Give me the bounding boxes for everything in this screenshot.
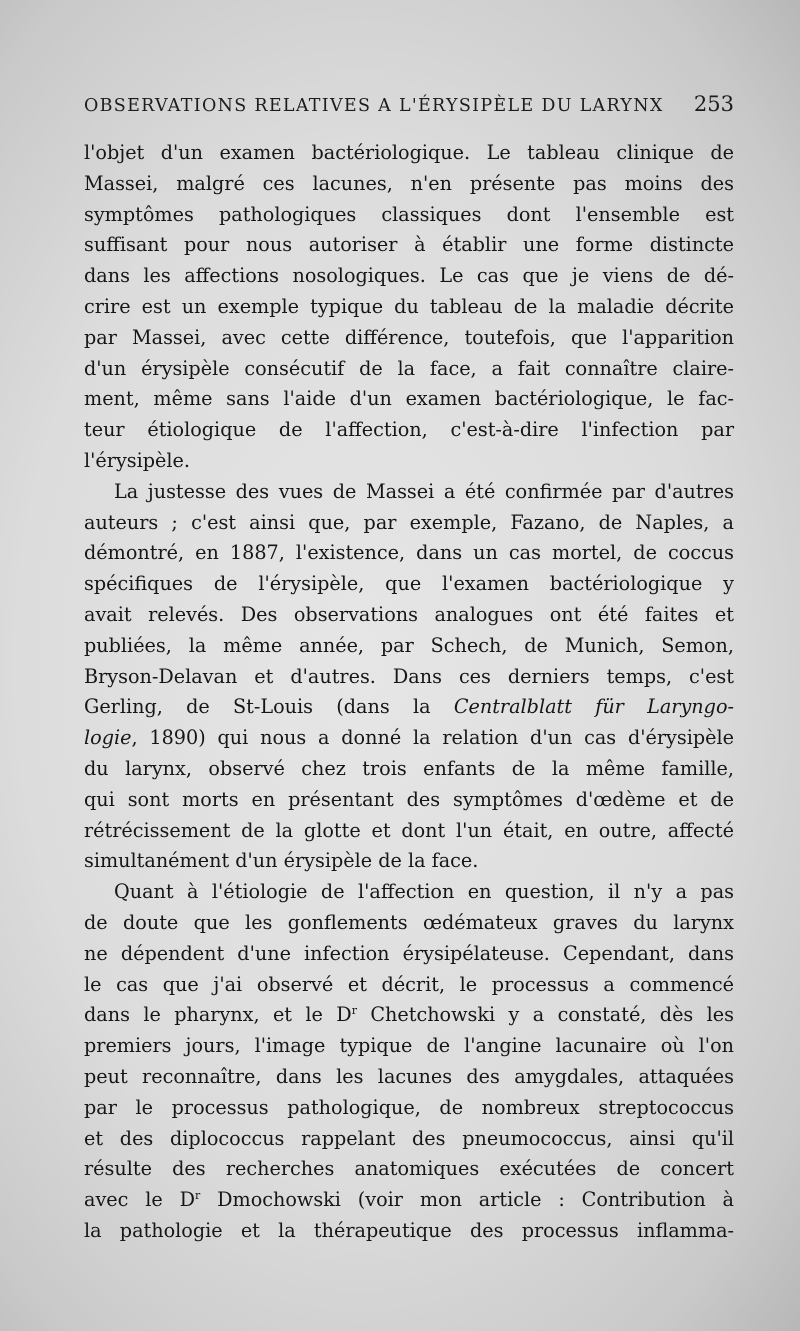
text-segment: spécifiques de l'érysipèle, que l'examen bactériologique y (84, 572, 734, 596)
text-line (84, 1000, 734, 1031)
text-segment: ne dépendent d'une infection érysipélateuse. Cependant, dans (84, 941, 734, 965)
text-segment: Dmochowski (voir mon article : Contribution à (200, 1188, 734, 1212)
page-number: 253 (693, 92, 734, 116)
text-line (84, 261, 734, 292)
text-line (84, 1185, 734, 1216)
text-line (84, 723, 734, 754)
text-segment: Massei, malgré ces lacunes, n'en présente pas moins des (84, 171, 734, 195)
text-segment: ment, même sans l'aide d'un examen bactériologique, le fac- (84, 387, 734, 411)
text-segment: l'érysipèle. (84, 448, 190, 472)
text-segment: auteurs ; c'est ainsi que, par exemple, Fazano, de Naples, a (84, 510, 734, 534)
text-line (84, 1031, 734, 1062)
superscript: r (351, 1004, 357, 1018)
text-line (84, 446, 734, 477)
running-title: OBSERVATIONS RELATIVES A L'ÉRYSIPÈLE DU LARYNX (84, 96, 664, 116)
text-segment: peut reconnaître, dans les lacunes des amygdales, attaquées (84, 1064, 734, 1088)
text-segment: dans le pharynx, et le D (84, 1003, 352, 1027)
text-line (84, 816, 734, 847)
text-segment: dans les affections nosologiques. Le cas que je viens de dé- (84, 264, 734, 288)
superscript: r (194, 1189, 201, 1203)
italic-text: Centralblatt für Laryngo- (453, 695, 734, 719)
italic-text: logie (84, 726, 132, 750)
text-segment: du larynx, observé chez trois enfants de la même famille, (84, 756, 734, 780)
text-line (84, 569, 734, 600)
text-line (84, 970, 734, 1001)
text-segment: qui sont morts en présentant des symptômes d'œdème et de (84, 787, 734, 811)
text-segment: teur étiologique de l'affection, c'est-à-dire l'infection par (84, 418, 734, 442)
text-line (84, 1062, 734, 1093)
text-line (84, 754, 734, 785)
text-segment: d'un érysipèle consécutif de la face, a fait connaître claire- (84, 356, 734, 380)
text-segment: l'objet d'un examen bactériologique. Le tableau clinique de (84, 141, 734, 164)
text-line (84, 1154, 734, 1185)
text-segment: par le processus pathologique, de nombreux streptococcus (84, 1095, 734, 1119)
text-line (84, 1216, 734, 1247)
text-segment: avait relevés. Des observations analogues ont été faites et (84, 602, 734, 626)
text-segment: Chetchowski y a constaté, dès les (356, 1003, 734, 1027)
text-line (84, 662, 734, 693)
text-line (84, 292, 734, 323)
text-segment: avec le D (84, 1188, 195, 1212)
text-line (84, 415, 734, 446)
text-segment: La justesse des vues de Massei a été confirmée par d'autres (114, 479, 734, 503)
text-segment: , 1890) qui nous a donné la relation d'un cas d'érysipèle (131, 726, 734, 750)
text-segment: et des diplococcus rappelant des pneumococcus, ainsi qu'il (84, 1126, 734, 1150)
text-segment: premiers jours, l'image typique de l'angine lacunaire où l'on (84, 1034, 734, 1058)
text-segment: publiées, la même année, par Schech, de Munich, Semon, (84, 633, 734, 657)
page-header (84, 92, 734, 122)
text-line (84, 138, 734, 169)
text-line (84, 354, 734, 385)
text-segment: crire est un exemple typique du tableau de la maladie décrite (84, 294, 734, 318)
text-line (84, 323, 734, 354)
text-line (84, 631, 734, 662)
text-line (84, 169, 734, 200)
text-segment: Gerling, de St-Louis (dans la (84, 695, 454, 719)
text-segment: suffisant pour nous autoriser à établir une forme distincte (84, 233, 734, 257)
text-segment: résulte des recherches anatomiques exécutées de concert (84, 1157, 734, 1181)
text-line (84, 200, 734, 231)
text-line (84, 477, 734, 508)
text-line (84, 384, 734, 415)
text-line (84, 846, 734, 877)
text-segment: Bryson-Delavan et d'autres. Dans ces derniers temps, c'est (84, 664, 734, 688)
text-segment: la pathologie et la thérapeutique des processus inflamma- (84, 1218, 734, 1242)
text-line (84, 1124, 734, 1155)
text-line (84, 908, 734, 939)
text-line (84, 692, 734, 723)
text-segment: simultanément d'un érysipèle de la face. (84, 849, 479, 873)
text-segment: rétrécissement de la glotte et dont l'un était, en outre, affecté (84, 818, 734, 842)
text-line (84, 1093, 734, 1124)
text-segment: symptômes pathologiques classiques dont l'ensemble est (84, 202, 734, 226)
text-segment: démontré, en 1887, l'existence, dans un cas mortel, de coccus (84, 541, 734, 565)
text-line (84, 230, 734, 261)
text-line (84, 538, 734, 569)
text-segment: Quant à l'étiologie de l'affection en question, il n'y a pas (114, 880, 734, 904)
text-line (84, 939, 734, 970)
text-segment: de doute que les gonflements œdémateux graves du larynx (84, 910, 734, 934)
text-line (84, 508, 734, 539)
body-text (84, 138, 734, 1247)
text-line (84, 600, 734, 631)
text-line (84, 877, 734, 908)
text-segment: par Massei, avec cette différence, toutefois, que l'apparition (84, 325, 734, 349)
text-line (84, 785, 734, 816)
text-segment: le cas que j'ai observé et décrit, le processus a commencé (84, 972, 734, 996)
